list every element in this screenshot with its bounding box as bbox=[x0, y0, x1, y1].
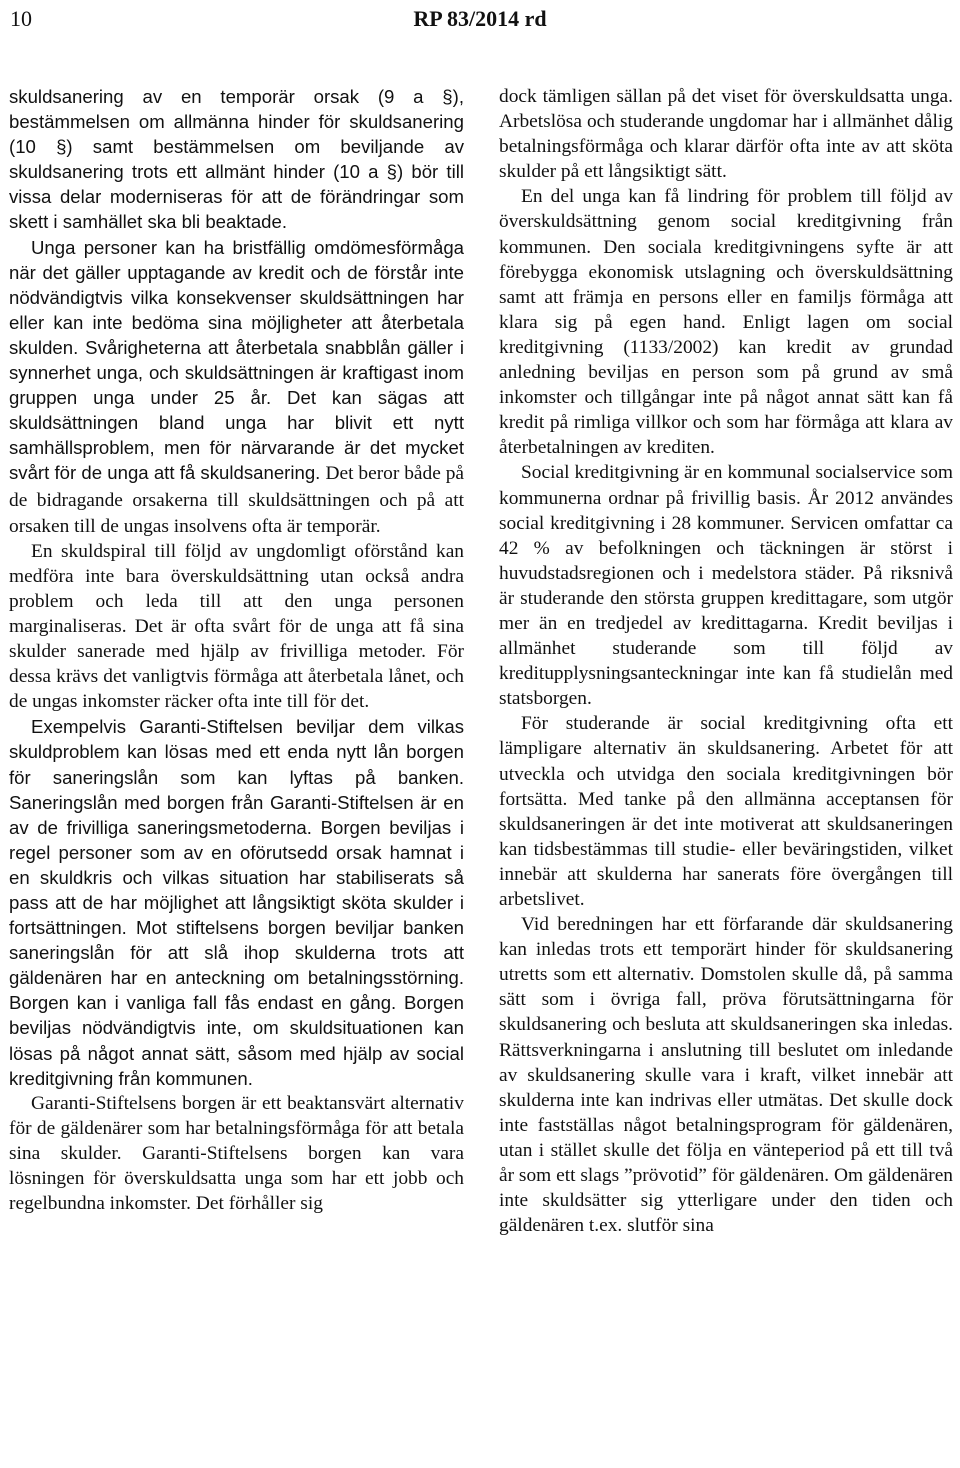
right-column bbox=[499, 84, 953, 1468]
right-paragraph-1: dock tämligen sällan på det viset för överskuldsatta unga. Arbetslösa och studerande ungdomar har i allmänhet dålig betalningsförmåga och klarar därför ofta inte av att sköta skulder på ett långsiktigt sätt. bbox=[499, 86, 953, 183]
right-paragraph-2: En del unga kan få lindring för problem till följd av överskuldsättning genom social kreditgivning från kommunen. Den sociala kreditgivningens syfte är att förebygga ekonomisk utslagning och överskuldsättning samt att främja en persons eller en familjs förmåga att klara sig på egen hand. Enligt lagen om social kreditgivning (1133/2002) kan kredit av grundad anledning beviljas en person som på grund av små inkomster och tillgångar inte på något annat sätt kan få kredit på rimliga villkor och som har förmåga att klara av återbetalningen av krediten. bbox=[499, 186, 953, 459]
right-paragraph-4: För studerande är social kreditgivning ofta ett lämpligare alternativ än skuldsanering. Arbetet för att utveckla och utvidga den sociala kreditgivningen bör fortsätta. Med tanke på den allmänna acceptansen för skuldsaneringen är det inte motiverat att skuldsaneringen kan tidsbestämmas till studie- eller beväringstiden, vilket innebär att skulderna har sanerats före övergången till arbetslivet. bbox=[499, 713, 953, 910]
left-column bbox=[9, 84, 464, 1468]
left-paragraph-5: Garanti-Stiftelsens borgen är ett beaktansvärt alternativ för de gäldenärer som har betalningsförmåga för att betala sina skulder. Garanti-Stiftelsens borgen kan vara lösningen för överskuldsatta unga som har ett jobb och regelbundna inkomster. Det förhåller sig bbox=[9, 1092, 464, 1215]
right-paragraph-3: Social kreditgivning är en kommunal socialservice som kommunerna ordnar på frivillig basis. År 2012 användes social kreditgivning i 28 kommuner. Servicen omfattar ca 42 % av befolkningen och täckningen är störst i huvudstadsregionen och i medelstora städer. På riksnivå är studerande den största gruppen kredittagare, som utgör mer än en tredjedel av kredittagarna. Kredit beviljas i allmänhet studerande som till följd av kreditupplysningsanteckningar inte kan få studielån med statsborgen. bbox=[499, 462, 953, 710]
page-number: 10 bbox=[10, 6, 32, 31]
left-paragraph-4: Exempelvis Garanti-Stiftelsen beviljar dem vilkas skuldproblem kan lösas med ett enda nytt lån borgen för saneringslån som kan lyftas på banken. Saneringslån med borgen från Garanti-Stiftelsen är en av de frivilliga saneringsmetoderna. Borgen beviljas i regel personer som av en oförutsedd orsak hamnat i en skuldkris och vilkas situation har stabiliserats så pass att de har möjlighet att långsiktigt sköta skulder i fortsättningen. Mot stiftelsens borgen beviljar banken saneringslån för att slå ihop skulderna trots att gäldenären har en anteckning om betalningsstörning. Borgen kan i vanliga fall fås endast en gång. Borgen beviljas nödvändigtvis inte, om skuldsituationen kan lösas på något annat sätt, såsom med hjälp av social kreditgivning från kommunen. bbox=[9, 716, 464, 1089]
left-paragraph-1: skuldsanering av en temporär orsak (9 a §), bestämmelsen om allmänna hinder för skuldsanering (10 §) samt bestämmelsen om beviljande av skuldsanering trots ett allmänt hinder (10 a §) bör till vissa delar moderniseras för att de förändringar som skett i samhället ska bli beaktade. bbox=[9, 86, 464, 233]
left-paragraph-2-text: Unga personer kan ha bristfällig omdömesförmåga när det gäller upptagande av kredit och de förstår inte nödvändigtvis vilka konsekvenser skuldsättningen har eller kan inte bedöma sina möjligheter att återbetala skulden. Svårigheterna att återbetala snabblån gäller i synnerhet unga, och skuldsättningen är kraftigast inom gruppen unga under 25 år. Det kan sägas att skuldsättningen bland unga har blivit ett nytt samhällsproblem, men för närvarande är det mycket svårt för de unga att få skuldsanering. bbox=[9, 236, 464, 484]
document-id: RP 83/2014 rd bbox=[413, 6, 547, 31]
left-paragraph-3: En skuldspiral till följd av ungdomligt oförstånd kan medföra inte bara överskuldsättning utan också andra problem och leda till att den unga personen marginaliseras. Det är ofta svårt för de unga att få sina skulder sanerade med hjälp av frivilliga metoder. För dessa krävs det vanligtvis förmåga att återbetala lånet, och de ungas inkomster räcker ofta inte till för det. bbox=[9, 540, 464, 713]
right-paragraph-5: Vid beredningen har ett förfarande där skuldsanering kan inledas trots ett temporärt hinder för skuldsanering utretts som ett alternativ. Domstolen skulle då, på samma sätt som i övriga fall, pröva förutsättningarna för skuldsanering och besluta att skuldsaneringen ska inledas. Rättsverkningarna i anslutning till beslutet om inledande av skuldsanering skulle vara i kraft, vilket innebär att skulderna inte kan indrivas eller utmätas. Det skulle dock inte fastställas något betalningsprogram för gäldenären, utan i stället skulle det följa en vänteperiod på ett till två år som ett slags ”prövotid” för gäldenären. Om gäldenären inte skuldsätter sig ytterligare under den tiden och gäldenären t.ex. slutför sina bbox=[499, 914, 953, 1237]
left-paragraph-2-tail: Det beror både på de bidragande orsakerna till skuldsättningen och på att orsaken till de ungas insolvens ofta är temporär. bbox=[9, 463, 464, 537]
left-paragraph-2 bbox=[9, 235, 464, 539]
